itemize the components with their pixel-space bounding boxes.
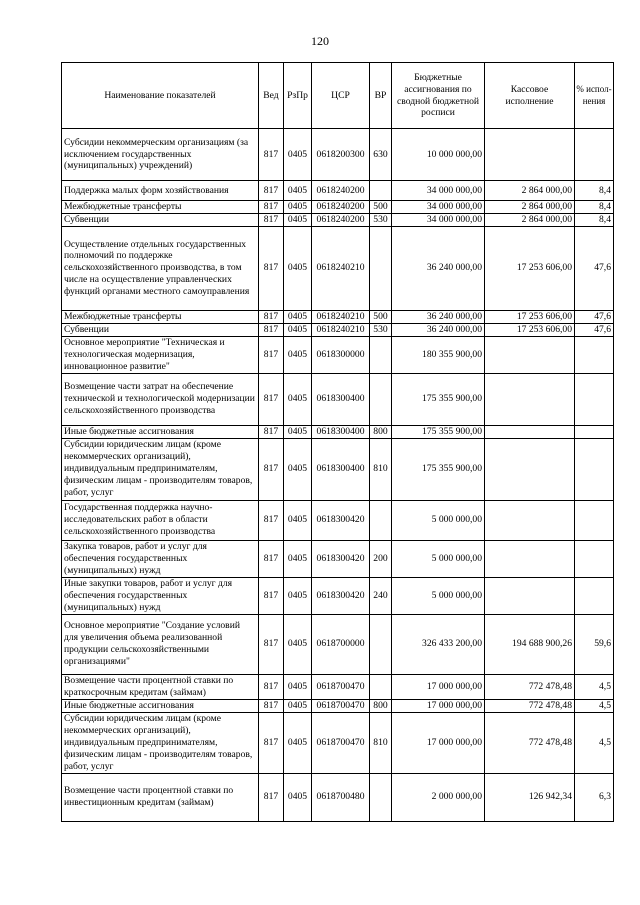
cell-ved: 817 bbox=[259, 674, 284, 699]
cell-rzpr: 0405 bbox=[284, 213, 312, 226]
cell-budget: 36 240 000,00 bbox=[392, 310, 485, 323]
cell-rzpr: 0405 bbox=[284, 773, 312, 821]
cell-name: Субсидии юридическим лицам (кроме некоммерческих организаций), индивидуальным предпринимателям, физическим лицам - производителям товаров, работ, услуг bbox=[62, 438, 259, 500]
cell-ved: 817 bbox=[259, 577, 284, 614]
cell-pct bbox=[575, 438, 614, 500]
cell-name: Осуществление отдельных государственных полномочий по поддержке сельскохозяйственного производства, в том числе на осуществление управленческих функций органами местного самоуправления bbox=[62, 226, 259, 310]
cell-vr: 500 bbox=[370, 201, 392, 214]
cell-pct: 8,4 bbox=[575, 213, 614, 226]
cell-name: Государственная поддержка научно-исследовательских работ в области сельскохозяйственного производства bbox=[62, 500, 259, 540]
cell-name: Основное мероприятие "Техническая и технологическая модернизация, инновационное развитие" bbox=[62, 336, 259, 373]
cell-csr: 0618240200 bbox=[312, 181, 370, 201]
cell-cash: 772 478,48 bbox=[485, 674, 575, 699]
cell-pct bbox=[575, 129, 614, 181]
cell-vr bbox=[370, 226, 392, 310]
cell-vr bbox=[370, 773, 392, 821]
cell-pct bbox=[575, 577, 614, 614]
cell-vr bbox=[370, 674, 392, 699]
table-row bbox=[62, 614, 614, 674]
cell-budget: 17 000 000,00 bbox=[392, 699, 485, 712]
table-row bbox=[62, 181, 614, 201]
cell-csr: 0618300400 bbox=[312, 425, 370, 438]
cell-csr: 0618700470 bbox=[312, 699, 370, 712]
cell-rzpr: 0405 bbox=[284, 323, 312, 336]
table-row bbox=[62, 310, 614, 323]
cell-name: Поддержка малых форм хозяйствования bbox=[62, 181, 259, 201]
cell-cash: 17 253 606,00 bbox=[485, 310, 575, 323]
cell-rzpr: 0405 bbox=[284, 674, 312, 699]
cell-budget: 17 000 000,00 bbox=[392, 674, 485, 699]
cell-csr: 0618300420 bbox=[312, 500, 370, 540]
cell-ved: 817 bbox=[259, 500, 284, 540]
cell-pct: 8,4 bbox=[575, 181, 614, 201]
cell-vr: 530 bbox=[370, 213, 392, 226]
cell-pct bbox=[575, 500, 614, 540]
header-rzpr: РзПр bbox=[284, 63, 312, 129]
cell-rzpr: 0405 bbox=[284, 577, 312, 614]
cell-csr: 0618240210 bbox=[312, 226, 370, 310]
cell-ved: 817 bbox=[259, 226, 284, 310]
cell-rzpr: 0405 bbox=[284, 540, 312, 577]
table-row bbox=[62, 373, 614, 425]
cell-budget: 175 355 900,00 bbox=[392, 373, 485, 425]
cell-name: Субвенции bbox=[62, 213, 259, 226]
cell-cash: 17 253 606,00 bbox=[485, 323, 575, 336]
cell-name: Закупка товаров, работ и услуг для обеспечения государственных (муниципальных) нужд bbox=[62, 540, 259, 577]
cell-name: Возмещение части затрат на обеспечение технической и технологической модернизации сельскохозяйственного производства bbox=[62, 373, 259, 425]
cell-vr: 810 bbox=[370, 438, 392, 500]
cell-ved: 817 bbox=[259, 699, 284, 712]
cell-budget: 326 433 200,00 bbox=[392, 614, 485, 674]
cell-name: Возмещение части процентной ставки по краткосрочным кредитам (займам) bbox=[62, 674, 259, 699]
cell-pct: 4,5 bbox=[575, 674, 614, 699]
cell-ved: 817 bbox=[259, 425, 284, 438]
cell-budget: 34 000 000,00 bbox=[392, 181, 485, 201]
header-pct: % испол-нения bbox=[575, 63, 614, 129]
table-row bbox=[62, 201, 614, 214]
cell-pct bbox=[575, 373, 614, 425]
cell-ved: 817 bbox=[259, 213, 284, 226]
cell-csr: 0618700470 bbox=[312, 674, 370, 699]
header-budget: Бюджетные ассигнования по сводной бюджетной росписи bbox=[392, 63, 485, 129]
cell-budget: 10 000 000,00 bbox=[392, 129, 485, 181]
header-name: Наименование показателей bbox=[62, 63, 259, 129]
table-row bbox=[62, 674, 614, 699]
page-number: 120 bbox=[311, 34, 329, 48]
cell-cash bbox=[485, 129, 575, 181]
cell-ved: 817 bbox=[259, 712, 284, 773]
cell-ved: 817 bbox=[259, 614, 284, 674]
cell-csr: 0618240200 bbox=[312, 201, 370, 214]
cell-cash bbox=[485, 425, 575, 438]
cell-cash bbox=[485, 577, 575, 614]
cell-budget: 175 355 900,00 bbox=[392, 425, 485, 438]
cell-name: Иные бюджетные ассигнования bbox=[62, 425, 259, 438]
table-row bbox=[62, 500, 614, 540]
cell-rzpr: 0405 bbox=[284, 438, 312, 500]
cell-ved: 817 bbox=[259, 310, 284, 323]
header-cash: Кассовое исполнение bbox=[485, 63, 575, 129]
cell-name: Иные бюджетные ассигнования bbox=[62, 699, 259, 712]
budget-table bbox=[61, 62, 614, 822]
cell-vr: 800 bbox=[370, 699, 392, 712]
cell-vr: 810 bbox=[370, 712, 392, 773]
cell-csr: 0618240210 bbox=[312, 310, 370, 323]
cell-vr: 500 bbox=[370, 310, 392, 323]
cell-budget: 5 000 000,00 bbox=[392, 500, 485, 540]
cell-cash bbox=[485, 500, 575, 540]
cell-vr: 240 bbox=[370, 577, 392, 614]
cell-budget: 2 000 000,00 bbox=[392, 773, 485, 821]
cell-vr: 800 bbox=[370, 425, 392, 438]
cell-pct: 8,4 bbox=[575, 201, 614, 214]
cell-budget: 34 000 000,00 bbox=[392, 213, 485, 226]
cell-cash bbox=[485, 373, 575, 425]
cell-budget: 17 000 000,00 bbox=[392, 712, 485, 773]
cell-budget: 180 355 900,00 bbox=[392, 336, 485, 373]
cell-csr: 0618240210 bbox=[312, 323, 370, 336]
cell-csr: 0618240200 bbox=[312, 213, 370, 226]
cell-cash: 2 864 000,00 bbox=[485, 201, 575, 214]
cell-rzpr: 0405 bbox=[284, 201, 312, 214]
cell-budget: 5 000 000,00 bbox=[392, 540, 485, 577]
table-row bbox=[62, 323, 614, 336]
cell-pct: 59,6 bbox=[575, 614, 614, 674]
cell-name: Межбюджетные трансферты bbox=[62, 310, 259, 323]
cell-vr bbox=[370, 614, 392, 674]
table-row bbox=[62, 425, 614, 438]
cell-budget: 36 240 000,00 bbox=[392, 323, 485, 336]
table-row bbox=[62, 773, 614, 821]
cell-rzpr: 0405 bbox=[284, 712, 312, 773]
cell-cash: 126 942,34 bbox=[485, 773, 575, 821]
table-row bbox=[62, 712, 614, 773]
cell-budget: 5 000 000,00 bbox=[392, 577, 485, 614]
cell-budget: 36 240 000,00 bbox=[392, 226, 485, 310]
cell-cash: 17 253 606,00 bbox=[485, 226, 575, 310]
cell-vr bbox=[370, 500, 392, 540]
header-ved: Вед bbox=[259, 63, 284, 129]
cell-cash: 772 478,48 bbox=[485, 699, 575, 712]
cell-pct: 6,3 bbox=[575, 773, 614, 821]
cell-pct: 47,6 bbox=[575, 226, 614, 310]
cell-pct: 47,6 bbox=[575, 323, 614, 336]
cell-vr: 530 bbox=[370, 323, 392, 336]
cell-cash bbox=[485, 336, 575, 373]
cell-cash: 194 688 900,26 bbox=[485, 614, 575, 674]
table-row bbox=[62, 226, 614, 310]
cell-budget: 175 355 900,00 bbox=[392, 438, 485, 500]
cell-vr: 200 bbox=[370, 540, 392, 577]
cell-cash bbox=[485, 438, 575, 500]
cell-csr: 0618300420 bbox=[312, 577, 370, 614]
cell-csr: 0618300400 bbox=[312, 373, 370, 425]
table-row bbox=[62, 213, 614, 226]
cell-ved: 817 bbox=[259, 201, 284, 214]
cell-rzpr: 0405 bbox=[284, 425, 312, 438]
cell-name: Возмещение части процентной ставки по инвестиционным кредитам (займам) bbox=[62, 773, 259, 821]
cell-csr: 0618700000 bbox=[312, 614, 370, 674]
table-body bbox=[62, 129, 614, 822]
cell-ved: 817 bbox=[259, 129, 284, 181]
cell-cash: 2 864 000,00 bbox=[485, 181, 575, 201]
cell-rzpr: 0405 bbox=[284, 129, 312, 181]
cell-ved: 817 bbox=[259, 323, 284, 336]
cell-rzpr: 0405 bbox=[284, 336, 312, 373]
table-row bbox=[62, 577, 614, 614]
cell-cash bbox=[485, 540, 575, 577]
table-row bbox=[62, 129, 614, 181]
cell-ved: 817 bbox=[259, 181, 284, 201]
cell-cash: 772 478,48 bbox=[485, 712, 575, 773]
cell-pct bbox=[575, 425, 614, 438]
cell-rzpr: 0405 bbox=[284, 699, 312, 712]
cell-name: Иные закупки товаров, работ и услуг для обеспечения государственных (муниципальных) нужд bbox=[62, 577, 259, 614]
cell-vr bbox=[370, 373, 392, 425]
cell-pct bbox=[575, 336, 614, 373]
cell-pct: 47,6 bbox=[575, 310, 614, 323]
cell-csr: 0618300420 bbox=[312, 540, 370, 577]
cell-csr: 0618700480 bbox=[312, 773, 370, 821]
cell-pct: 4,5 bbox=[575, 712, 614, 773]
table-row bbox=[62, 336, 614, 373]
cell-name: Межбюджетные трансферты bbox=[62, 201, 259, 214]
cell-name: Субсидии некоммерческим организациям (за исключением государственных (муниципальных) учреждений) bbox=[62, 129, 259, 181]
cell-vr: 630 bbox=[370, 129, 392, 181]
cell-ved: 817 bbox=[259, 336, 284, 373]
cell-rzpr: 0405 bbox=[284, 310, 312, 323]
cell-name: Субсидии юридическим лицам (кроме некоммерческих организаций), индивидуальным предпринимателям, физическим лицам - производителям товаров, работ, услуг bbox=[62, 712, 259, 773]
table-row bbox=[62, 438, 614, 500]
cell-ved: 817 bbox=[259, 438, 284, 500]
cell-vr bbox=[370, 181, 392, 201]
cell-rzpr: 0405 bbox=[284, 614, 312, 674]
cell-ved: 817 bbox=[259, 773, 284, 821]
cell-rzpr: 0405 bbox=[284, 500, 312, 540]
table-row bbox=[62, 699, 614, 712]
cell-csr: 0618300400 bbox=[312, 438, 370, 500]
cell-budget: 34 000 000,00 bbox=[392, 201, 485, 214]
cell-name: Основное мероприятие "Создание условий для увеличения объема реализованной продукции сельскохозяйственными организациями" bbox=[62, 614, 259, 674]
table-header-row bbox=[62, 63, 614, 129]
cell-pct: 4,5 bbox=[575, 699, 614, 712]
header-vr: ВР bbox=[370, 63, 392, 129]
cell-csr: 0618200300 bbox=[312, 129, 370, 181]
table-row bbox=[62, 540, 614, 577]
cell-pct bbox=[575, 540, 614, 577]
cell-ved: 817 bbox=[259, 540, 284, 577]
cell-vr bbox=[370, 336, 392, 373]
cell-rzpr: 0405 bbox=[284, 226, 312, 310]
cell-csr: 0618300000 bbox=[312, 336, 370, 373]
cell-cash: 2 864 000,00 bbox=[485, 213, 575, 226]
cell-ved: 817 bbox=[259, 373, 284, 425]
cell-rzpr: 0405 bbox=[284, 373, 312, 425]
cell-name: Субвенции bbox=[62, 323, 259, 336]
header-csr: ЦСР bbox=[312, 63, 370, 129]
cell-rzpr: 0405 bbox=[284, 181, 312, 201]
cell-csr: 0618700470 bbox=[312, 712, 370, 773]
